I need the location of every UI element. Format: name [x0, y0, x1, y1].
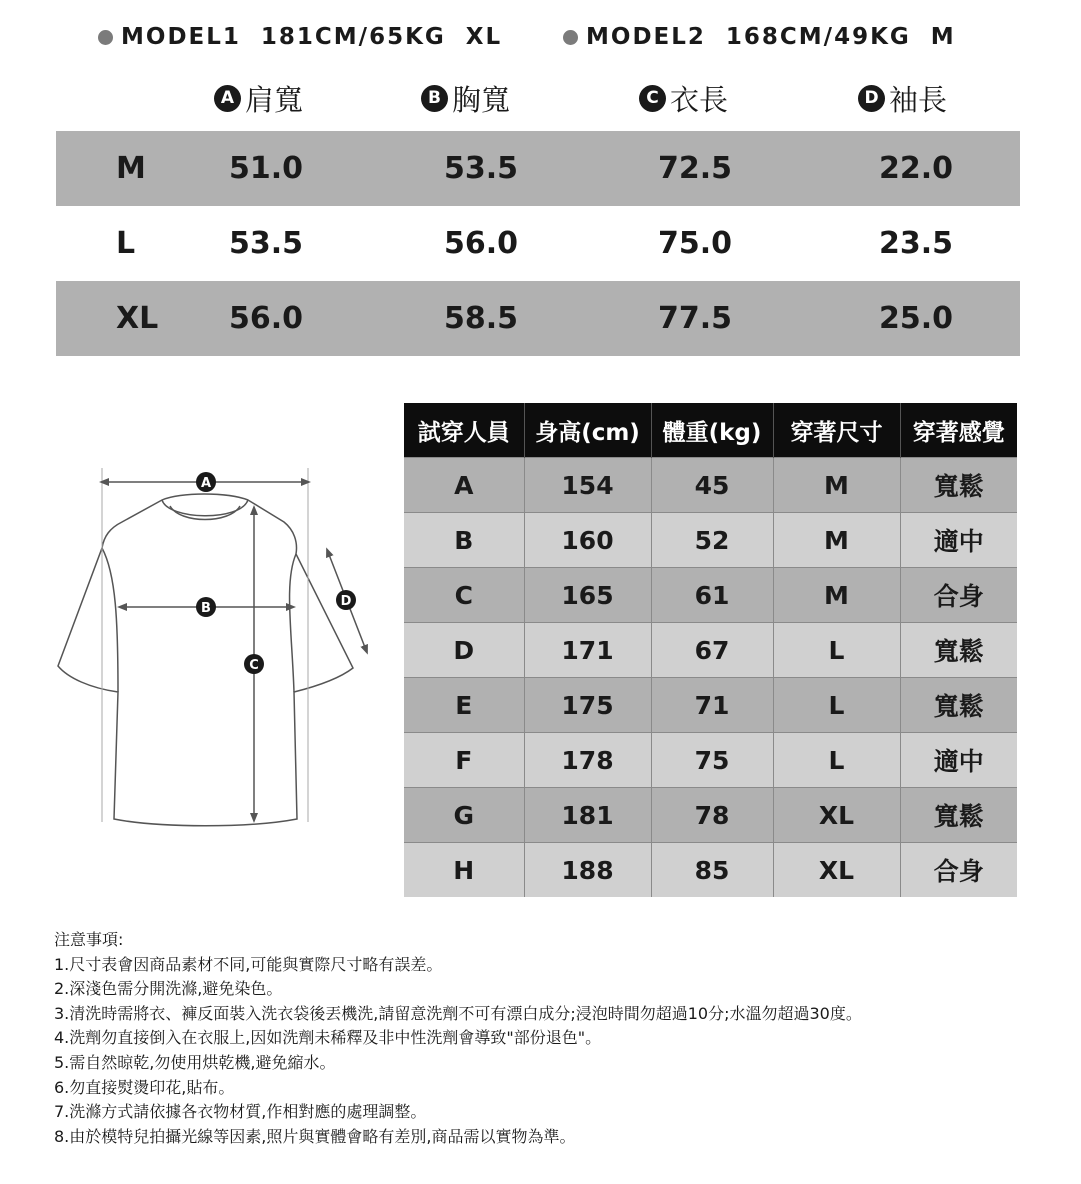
fit-row — [404, 733, 1017, 788]
fit-cell: 合身 — [900, 568, 1017, 623]
marker-b-icon — [196, 597, 216, 617]
fit-cell: 寬鬆 — [900, 458, 1017, 513]
fit-cell: 75 — [651, 733, 773, 788]
fit-cell: 寬鬆 — [900, 678, 1017, 733]
badge-c-icon: C — [639, 85, 666, 112]
marker-a-icon — [196, 472, 216, 492]
fit-row — [404, 678, 1017, 733]
svg-text:C: C — [249, 658, 259, 673]
model-1-size: XL — [465, 24, 503, 50]
measure-header-d — [858, 78, 947, 118]
fit-cell: B — [404, 513, 524, 568]
fit-table — [404, 403, 1017, 897]
model-bullet-icon — [563, 30, 578, 45]
size-value: 23.5 — [879, 226, 954, 261]
note-item: 8.由於模特兒拍攝光線等因素,照片與實體會略有差別,商品需以實物為準。 — [54, 1126, 576, 1146]
fit-cell: F — [404, 733, 524, 788]
fit-cell: 適中 — [900, 733, 1017, 788]
note-item: 3.清洗時需將衣、褲反面裝入洗衣袋後丟機洗,請留意洗劑不可有漂白成分;浸泡時間勿超過10分;水溫勿超過30度。 — [54, 1003, 862, 1023]
fit-header-cell: 穿著尺寸 — [773, 403, 900, 458]
note-item: 1.尺寸表會因商品素材不同,可能與實際尺寸略有誤差。 — [54, 954, 443, 974]
badge-b-icon: B — [421, 85, 448, 112]
size-row-l — [56, 206, 1020, 281]
size-value: 22.0 — [879, 151, 954, 186]
svg-text:A: A — [200, 476, 212, 491]
size-value: 53.5 — [229, 226, 304, 261]
size-value: 56.0 — [229, 301, 304, 336]
measure-header-label: 肩寬 — [245, 82, 304, 117]
measure-header-b — [421, 78, 510, 118]
model-1-spec: 181CM/65KG — [260, 24, 446, 50]
fit-cell: 寬鬆 — [900, 788, 1017, 843]
size-table — [56, 131, 1020, 356]
fit-row — [404, 568, 1017, 623]
fit-cell: 188 — [524, 843, 651, 898]
fit-header-cell: 體重(kg) — [651, 403, 773, 458]
model-2-label: MODEL2 — [586, 24, 706, 50]
fit-cell: A — [404, 458, 524, 513]
fit-cell: 171 — [524, 623, 651, 678]
fit-cell: XL — [773, 788, 900, 843]
note-item: 5.需自然晾乾,勿使用烘乾機,避免縮水。 — [54, 1052, 336, 1072]
fit-cell: 45 — [651, 458, 773, 513]
fit-cell: 181 — [524, 788, 651, 843]
fit-cell: 61 — [651, 568, 773, 623]
fit-cell: L — [773, 733, 900, 788]
fit-header-cell: 身高(cm) — [524, 403, 651, 458]
size-label: XL — [116, 301, 159, 336]
fit-cell: E — [404, 678, 524, 733]
fit-cell: 165 — [524, 568, 651, 623]
marker-d-icon — [336, 590, 356, 610]
size-value: 25.0 — [879, 301, 954, 336]
size-label: L — [116, 226, 136, 261]
model-bullet-icon — [98, 30, 113, 45]
fit-cell: M — [773, 513, 900, 568]
note-item: 6.勿直接熨燙印花,貼布。 — [54, 1077, 235, 1097]
size-label: M — [116, 151, 146, 186]
care-notes — [54, 928, 1064, 1149]
fit-cell: C — [404, 568, 524, 623]
fit-table-header — [404, 403, 1017, 458]
note-item: 4.洗劑勿直接倒入在衣服上,因如洗劑未稀釋及非中性洗劑會導致"部份退色"。 — [54, 1028, 602, 1048]
fit-cell: 71 — [651, 678, 773, 733]
fit-cell: 適中 — [900, 513, 1017, 568]
fit-cell: 寬鬆 — [900, 623, 1017, 678]
measure-header-label: 袖長 — [889, 82, 948, 117]
models-line — [0, 20, 1081, 54]
model-2 — [563, 20, 956, 54]
svg-text:B: B — [201, 601, 211, 616]
size-value: 53.5 — [444, 151, 519, 186]
fit-cell: 154 — [524, 458, 651, 513]
note-item: 7.洗滌方式請依據各衣物材質,作相對應的處理調整。 — [54, 1102, 427, 1122]
measure-header-c — [639, 78, 728, 118]
fit-cell: 合身 — [900, 843, 1017, 898]
fit-row — [404, 788, 1017, 843]
fit-header-cell: 試穿人員 — [404, 403, 524, 458]
fit-cell: 178 — [524, 733, 651, 788]
fit-cell: 175 — [524, 678, 651, 733]
size-row-xl — [56, 281, 1020, 356]
measure-header-label: 胸寬 — [452, 82, 511, 117]
marker-c-icon — [244, 654, 264, 674]
fit-cell: M — [773, 458, 900, 513]
fit-cell: L — [773, 623, 900, 678]
size-value: 51.0 — [229, 151, 304, 186]
tshirt-diagram — [50, 462, 375, 834]
size-row-m — [56, 131, 1020, 206]
size-value: 56.0 — [444, 226, 519, 261]
fit-cell: G — [404, 788, 524, 843]
tshirt-collar — [162, 500, 248, 516]
model-2-size: M — [930, 24, 956, 50]
model-1 — [98, 20, 502, 54]
fit-cell: H — [404, 843, 524, 898]
fit-cell: 78 — [651, 788, 773, 843]
fit-cell: 85 — [651, 843, 773, 898]
fit-cell: D — [404, 623, 524, 678]
fit-row — [404, 843, 1017, 898]
size-value: 75.0 — [658, 226, 733, 261]
fit-cell: 160 — [524, 513, 651, 568]
measure-header-label: 衣長 — [670, 82, 729, 117]
note-item: 2.深淺色需分開洗滌,避免染色。 — [54, 979, 283, 999]
fit-cell: 67 — [651, 623, 773, 678]
fit-cell: M — [773, 568, 900, 623]
size-value: 77.5 — [658, 301, 733, 336]
fit-cell: XL — [773, 843, 900, 898]
fit-cell: L — [773, 678, 900, 733]
fit-row — [404, 458, 1017, 513]
notes-title: 注意事項: — [54, 930, 124, 949]
badge-d-icon: D — [858, 85, 885, 112]
measure-header-a — [214, 78, 303, 118]
fit-row — [404, 623, 1017, 678]
fit-header-cell: 穿著感覺 — [900, 403, 1017, 458]
size-value: 72.5 — [658, 151, 733, 186]
fit-row — [404, 513, 1017, 568]
model-1-label: MODEL1 — [121, 24, 241, 50]
fit-cell: 52 — [651, 513, 773, 568]
size-value: 58.5 — [444, 301, 519, 336]
svg-text:D: D — [340, 594, 352, 609]
badge-a-icon: A — [214, 85, 241, 112]
model-2-spec: 168CM/49KG — [725, 24, 911, 50]
